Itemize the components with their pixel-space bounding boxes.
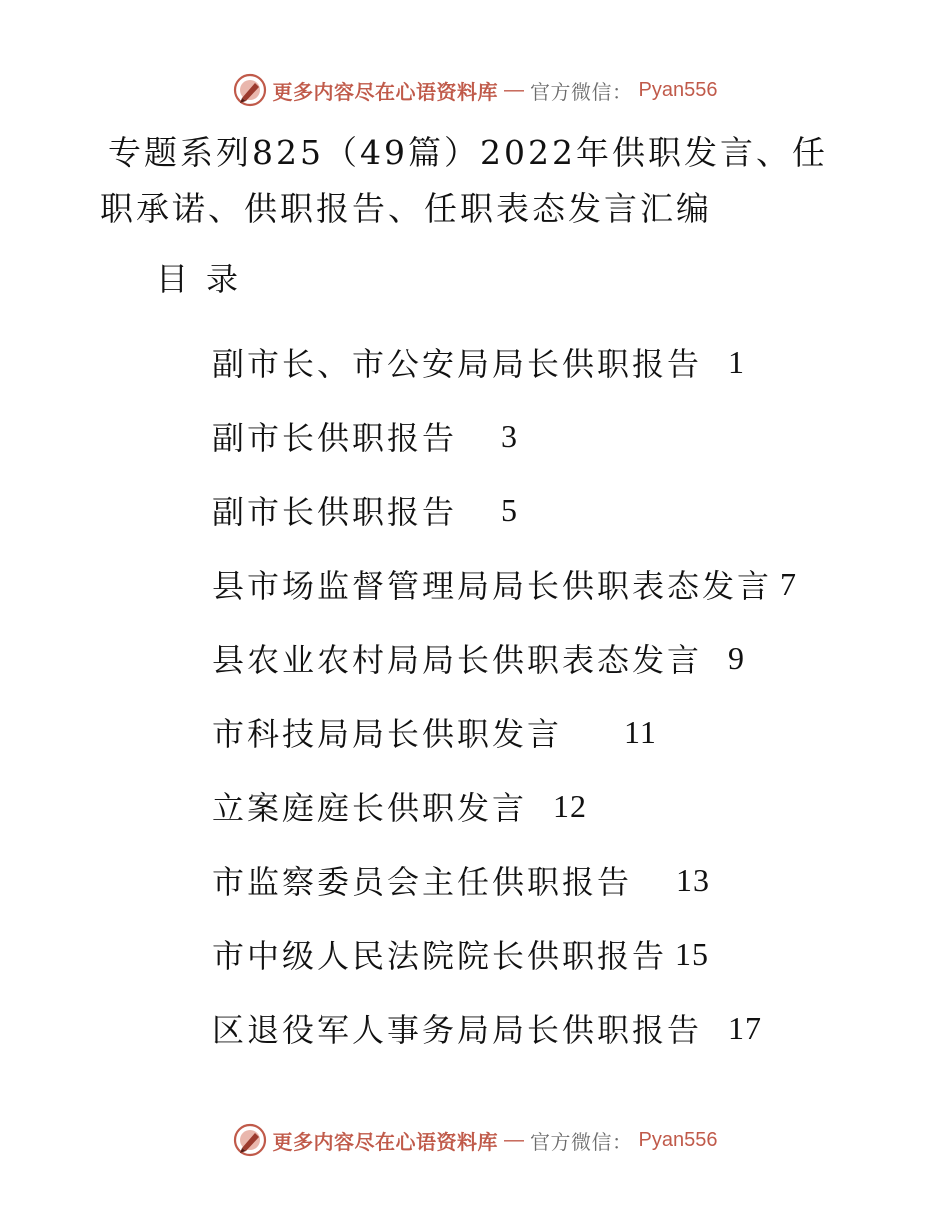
toc-entry[interactable] <box>212 843 912 917</box>
toc-entry-title: 县市场监督管理局局长供职表态发言 <box>212 567 773 605</box>
toc-entry-title: 副市长供职报告 <box>212 493 458 531</box>
toc-entry[interactable] <box>212 473 912 547</box>
toc-entry[interactable] <box>212 769 912 843</box>
toc-entry-title: 市科技局局长供职发言 <box>212 715 563 753</box>
toc-entry-page: 13 <box>676 861 711 898</box>
toc-entry-title: 市监察委员会主任供职报告 <box>212 863 633 901</box>
toc-entry-page: 17 <box>728 1009 763 1046</box>
toc-entry-page: 12 <box>553 787 588 824</box>
toc-entry-page: 5 <box>501 491 519 528</box>
toc-entry-page: 3 <box>501 417 519 454</box>
toc-entry-title: 副市长、市公安局局长供职报告 <box>212 345 703 383</box>
toc-entry[interactable] <box>212 325 912 399</box>
toc-heading: 目录 <box>156 260 257 298</box>
watermark-wechat-label: 官方微信： <box>530 79 633 104</box>
toc-entry-page: 7 <box>780 565 798 602</box>
table-of-contents <box>212 325 912 1065</box>
watermark-wechat-id: Pyan556 <box>638 78 718 101</box>
toc-entry[interactable] <box>212 695 912 769</box>
document-title: 专题系列825（49篇）2022年供职发言、任职承诺、供职报告、任职表态发言汇编 <box>100 133 828 228</box>
toc-entry-title: 副市长供职报告 <box>212 419 458 457</box>
watermark-header <box>0 70 950 110</box>
watermark-footer <box>0 1120 950 1160</box>
toc-entry-title: 县农业农村局局长供职表态发言 <box>212 641 703 679</box>
pen-logo-icon <box>233 1123 267 1157</box>
watermark-slogan: 更多内容尽在心语资料库 <box>272 1129 499 1154</box>
toc-entry-page: 9 <box>728 639 746 676</box>
watermark-dash: — <box>504 78 525 101</box>
watermark-slogan: 更多内容尽在心语资料库 <box>272 79 499 104</box>
pen-logo-icon <box>233 73 267 107</box>
watermark-wechat-id: Pyan556 <box>638 1128 718 1151</box>
toc-entry-page: 15 <box>675 935 710 972</box>
toc-entry-title: 区退役军人事务局局长供职报告 <box>212 1011 703 1049</box>
toc-entry[interactable] <box>212 399 912 473</box>
toc-entry[interactable] <box>212 547 912 621</box>
toc-entry[interactable] <box>212 917 912 991</box>
toc-entry-page: 11 <box>624 713 657 750</box>
toc-entry-title: 立案庭庭长供职发言 <box>212 789 528 827</box>
watermark-dash: — <box>504 1128 525 1151</box>
toc-entry-page: 1 <box>728 343 746 380</box>
watermark-wechat-label: 官方微信： <box>530 1129 633 1154</box>
toc-entry[interactable] <box>212 621 912 695</box>
toc-entry[interactable] <box>212 991 912 1065</box>
toc-entry-title: 市中级人民法院院长供职报告 <box>212 937 668 975</box>
